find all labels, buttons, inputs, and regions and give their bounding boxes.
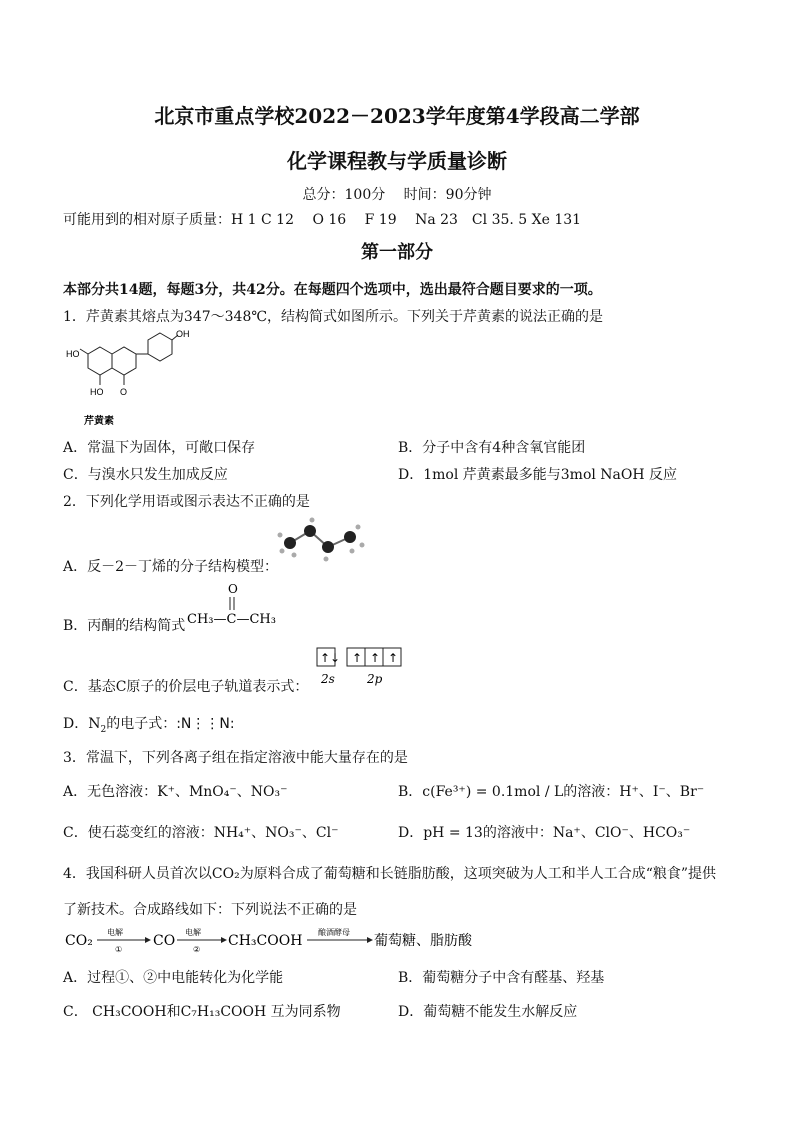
svg-text:↑: ↑ xyxy=(388,651,399,665)
fig-label-oh-right: OH xyxy=(176,329,190,339)
q2-option-d xyxy=(63,713,235,735)
orbital-2p-label: 2p xyxy=(367,672,383,686)
ball-stick-model-icon xyxy=(272,515,368,567)
route-species-acetic-acid: CH₃COOH xyxy=(228,933,303,949)
q4-stem-line1: 4．我国科研人员首次以CO₂为原料合成了葡萄糖和长链脂肪酸，这项突破为人工和半人工合成“粮食”提供 xyxy=(63,866,717,882)
fig-label-ho-bottom: HO xyxy=(90,387,104,397)
route-arrow2-top: 电解 xyxy=(185,928,201,937)
svg-text:↑↓: ↑↓ xyxy=(320,651,341,665)
q2-d-sub: 2 xyxy=(100,724,107,735)
q3-option-d: D．pH = 13的溶液中：Na⁺、ClO⁻、HCO₃⁻ xyxy=(398,825,691,841)
svg-text:↑: ↑ xyxy=(352,651,363,665)
q2-stem: 2．下列化学用语或图示表达不正确的是 xyxy=(63,494,310,510)
trans-2-butene-model xyxy=(272,515,368,567)
q2-option-b: B．丙酮的结构简式 xyxy=(63,618,186,634)
atomic-masses: 可能用到的相对原子质量：H 1 C 12 O 16 F 19 Na 23 Cl 35. 5 Xe 131 xyxy=(63,212,582,228)
fig-label-o-bottom: O xyxy=(120,387,128,397)
q4-option-d: D．葡萄糖不能发生水解反应 xyxy=(398,1004,578,1020)
q1-option-b: B．分子中含有4种含氧官能团 xyxy=(398,440,586,456)
q3-option-b: B．c(Fe³⁺) = 0.1mol / L的溶液：H⁺、I⁻、Br⁻ xyxy=(398,784,705,800)
q1-stem: 1．芹黄素其熔点为347～348℃，结构简式如图所示。下列关于芹黄素的说法正确的是 xyxy=(63,309,604,325)
fig-caption: 芹黄素 xyxy=(84,416,114,427)
apigenin-structure-icon xyxy=(60,325,210,430)
exam-subtitle: 化学课程教与学质量诊断 xyxy=(287,149,507,173)
part-title: 第一部分 xyxy=(361,242,433,263)
n2-electron-dot: :N⋮⋮N: xyxy=(176,716,235,732)
synthesis-route xyxy=(63,926,483,954)
q3-option-a: A．无色溶液：K⁺、MnO₄⁻、NO₃⁻ xyxy=(63,784,288,800)
q4-option-c: C． CH₃COOH和C₇H₁₃COOH 互为同系物 xyxy=(63,1004,341,1020)
acetone-o-label: O xyxy=(228,582,238,596)
orbital-2s-label: 2s xyxy=(321,672,335,686)
q1-option-d: D．1mol 芹黄素最多能与3mol NaOH 反应 xyxy=(398,467,678,483)
acetone-chain-label: CH₃—C—CH₃ xyxy=(187,612,276,627)
route-species-co2: CO₂ xyxy=(65,933,93,949)
route-arrow3-top: 酿酒酵母 xyxy=(318,928,350,937)
q4-stem-line2: 了新技术。合成路线如下：下列说法不正确的是 xyxy=(63,902,357,918)
exam-title: 北京市重点学校2022－2023学年度第4学段高二学部 xyxy=(154,104,640,128)
route-arrow1-top: 电解 xyxy=(107,928,123,937)
q3-stem: 3．常温下，下列各离子组在指定溶液中能大量存在的是 xyxy=(63,750,408,766)
q2-d-prefix: D．N xyxy=(63,716,101,732)
q4-option-b: B．葡萄糖分子中含有醛基、羟基 xyxy=(398,970,605,986)
acetone-formula xyxy=(187,581,297,631)
fig-label-ho-left: HO xyxy=(66,349,80,359)
carbon-orbital-diagram xyxy=(315,646,415,688)
route-species-co: CO xyxy=(153,933,176,949)
exam-meta: 总分：100分 时间：90分钟 xyxy=(302,187,492,203)
q4-option-a: A．过程①、②中电能转化为化学能 xyxy=(63,970,284,986)
part-instruction: 本部分共14题，每题3分，共42分。在每题四个选项中，选出最符合题目要求的一项。 xyxy=(63,282,602,298)
route-arrow1-bottom: ① xyxy=(115,945,123,954)
acetone-structure-icon xyxy=(187,581,297,631)
q1-option-c: C．与溴水只发生加成反应 xyxy=(63,467,228,483)
q3-option-c: C．使石蕊变红的溶液：NH₄⁺、NO₃⁻、Cl⁻ xyxy=(63,825,339,841)
orbital-boxes-icon xyxy=(315,646,415,688)
svg-text:↑: ↑ xyxy=(370,651,381,665)
route-species-products: 葡萄糖、脂肪酸 xyxy=(374,933,472,949)
apigenin-figure xyxy=(60,325,210,430)
q1-option-a: A．常温下为固体，可敞口保存 xyxy=(63,440,256,456)
route-arrow2-bottom: ② xyxy=(193,945,201,954)
q2-option-c: C．基态C原子的价层电子轨道表示式： xyxy=(63,679,309,695)
synthesis-route-diagram xyxy=(63,926,483,954)
q2-option-a: A．反－2－丁烯的分子结构模型： xyxy=(63,559,279,575)
q2-d-suffix: 的电子式： xyxy=(106,716,177,732)
